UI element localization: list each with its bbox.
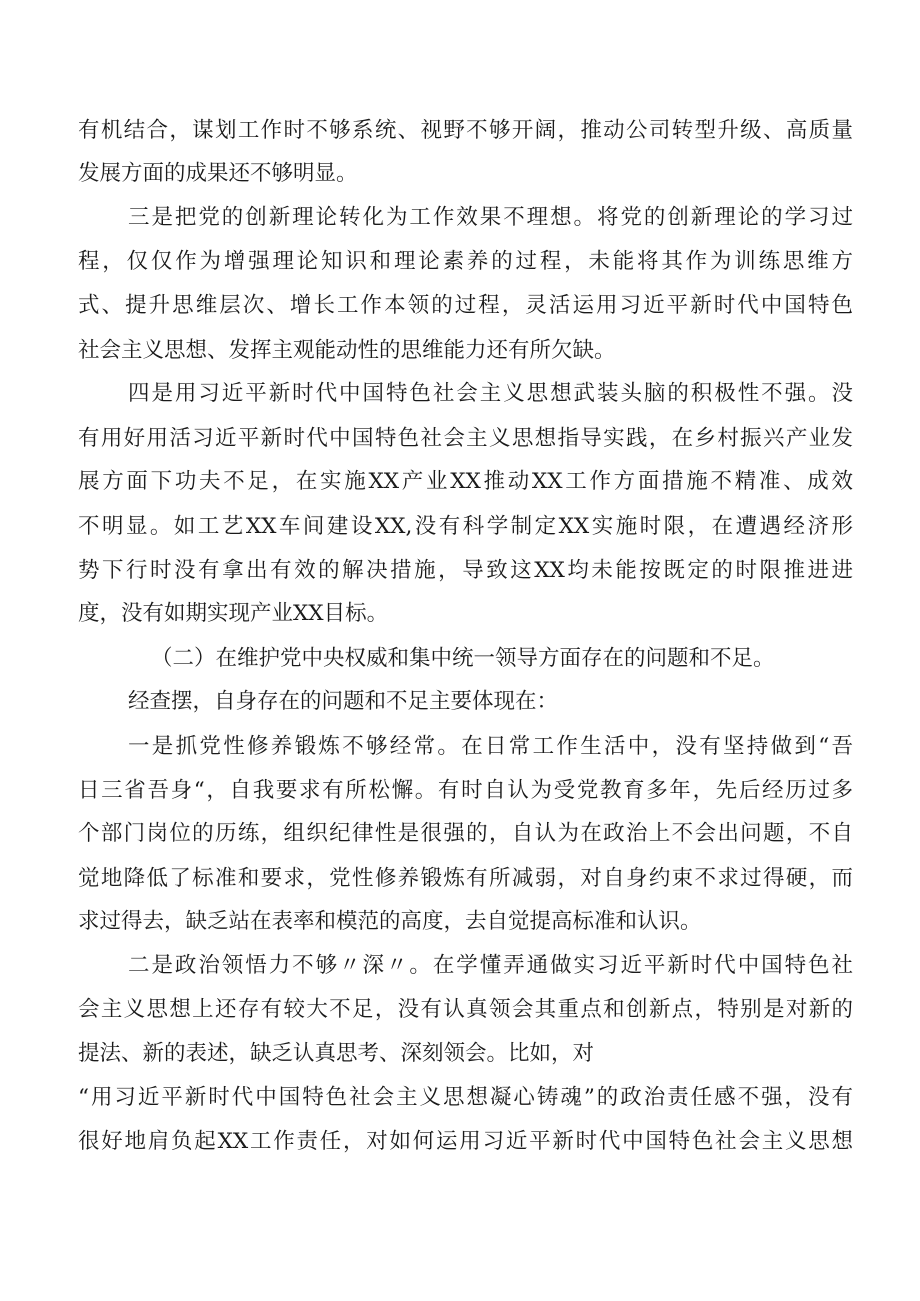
text-line: 展方面下功夫不足，在实施XX产业XX推动XX工作方面措施不精准、成效 — [78, 469, 853, 494]
text-line: 有用好用活习近平新时代中国特色社会主义思想指导实践，在乡村振兴产业发 — [78, 426, 853, 451]
text-line: 有机结合，谋划工作时不够系统、视野不够开阔，推动公司转型升级、高质量 — [78, 118, 853, 143]
text-line: 个部门岗位的历练，组织纪律性是很强的，自认为在政治上不会出问题，不自 — [78, 821, 853, 846]
text-line: “用习近平新时代中国特色社会主义思想凝心铸魂”的政治责任感不强，没有 — [78, 1085, 853, 1110]
text-line: 二是政治领悟力不够〃深〃。在学懂弄通做实习近平新时代中国特色社 — [128, 953, 853, 978]
text-line: 社会主义思想、发挥主观能动性的思维能力还有所欠缺。 — [78, 338, 616, 363]
text-line: 觉地降低了标准和要求，党性修养锻炼有所减弱，对自身约束不求过得硬，而 — [78, 866, 853, 891]
text-line: 会主义思想上还存有较大不足，没有认真领会其重点和创新点，特别是对新的 — [78, 997, 853, 1022]
text-line: 度，没有如期实现产业XX目标。 — [78, 601, 389, 626]
section-heading: （二）在维护党中央权威和集中统一领导方面存在的问题和不足。 — [151, 646, 775, 671]
text-line: 提法、新的表述，缺乏认真思考、深刻领会。比如，对 — [78, 1041, 595, 1066]
text-line: 势下行时没有拿出有效的解决措施，导致这XX均未能按既定的时限推进进 — [78, 558, 853, 583]
text-line: 三是把党的创新理论转化为工作效果不理想。将党的创新理论的学习过 — [128, 205, 853, 230]
text-line: 日三省吾身“，自我要求有所松懈。有时自认为受党教育多年，先后经历过多 — [78, 778, 853, 803]
text-line: 四是用习近平新时代中国特色社会主义思想武装头脑的积极性不强。没 — [128, 381, 853, 406]
text-line: 很好地肩负起XX工作责任，对如何运用习近平新时代中国特色社会主义思想 — [78, 1129, 853, 1154]
text-line: 式、提升思维层次、增长工作本领的过程，灵活运用习近平新时代中国特色 — [78, 293, 853, 318]
text-line: 求过得去，缺乏站在表率和模范的高度，去自觉提高标准和认识。 — [78, 909, 702, 934]
text-line: 发展方面的成果还不够明显。 — [78, 161, 358, 186]
text-line: 不明显。如工艺XX车间建设XX,没有科学制定XX实施时限，在遭遇经济形 — [78, 514, 853, 539]
text-line: 一是抓党性修养锻炼不够经常。在日常工作生活中，没有坚持做到“吾 — [128, 734, 853, 759]
text-line: 经查摆，自身存在的问题和不足主要体现在： — [128, 689, 559, 714]
text-line: 程，仅仅作为增强理论知识和理论素养的过程，未能将其作为训练思维方 — [78, 249, 853, 274]
